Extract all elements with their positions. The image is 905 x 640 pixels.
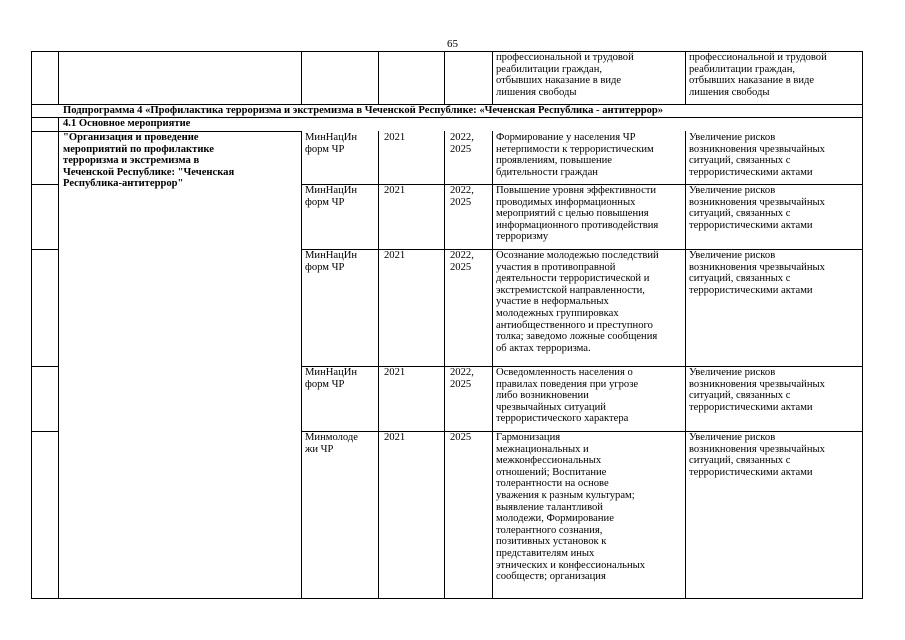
row-border-1 xyxy=(31,184,58,185)
col-border-executor xyxy=(378,51,379,104)
row-4-result: Осведомленность населения о правилах поведения при угрозе либо возникновении чрезвычайных ситуаций террористического характера xyxy=(496,367,639,425)
row-4-start: 2021 xyxy=(384,367,406,378)
measure-heading: 4.1 Основное мероприятие xyxy=(63,118,191,129)
row-3-result: Осознание молодежью последствий участия в противоправной деятельности террористической и экстремистской направленности, участие в неформальных молодежных группировках антиобщественного и преступного толка; заведомо ложные сообщения об актах терроризма. xyxy=(496,250,659,354)
col-border-name xyxy=(301,51,302,104)
row-5-start: 2021 xyxy=(384,432,406,443)
col-border-start xyxy=(444,51,445,104)
row-3-start: 2021 xyxy=(384,250,406,261)
row-3-end: 2022, 2025 xyxy=(450,250,474,273)
page-number: 65 xyxy=(447,38,458,50)
row-border-2 xyxy=(31,249,58,250)
subprogram-title: Подпрограмма 4 «Профилактика терроризма и экстремизма в Чеченской Республике: «Чеченская Республика - антитеррор» xyxy=(63,105,664,116)
col-border-executor-lower xyxy=(378,131,379,599)
row-4-risk: Увеличение рисков возникновения чрезвычайных ситуаций, связанных с террористическими актами xyxy=(689,367,825,413)
row-5-risk: Увеличение рисков возникновения чрезвычайных ситуаций, связанных с террористическими актами xyxy=(689,432,825,478)
row-2-executor: МинНацИн форм ЧР xyxy=(305,185,358,208)
row-3-executor: МинНацИн форм ЧР xyxy=(305,250,358,273)
row-border-4 xyxy=(31,431,58,432)
row-2-result: Повышение уровня эффективности проводимых информационных мероприятий с целью повышения информационного противодействия терроризму xyxy=(496,185,659,243)
top-row-indicator: профессиональной и трудовой реабилитации граждан, отбывших наказание в виде лишения свободы xyxy=(496,52,634,98)
row-border-bottom xyxy=(31,598,863,599)
row-border-3 xyxy=(31,366,58,367)
row-3-risk: Увеличение рисков возникновения чрезвычайных ситуаций, связанных с террористическими актами xyxy=(689,250,825,296)
col-border-right xyxy=(862,51,863,599)
row-4-executor: МинНацИн форм ЧР xyxy=(305,367,358,390)
row-4-end: 2022, 2025 xyxy=(450,367,474,390)
program-table xyxy=(31,51,863,599)
row-5-result: Гармонизация межнациональных и межконфессиональных отношений; Воспитание толерантности на основе уважения к разным культурам; выявление талантливой молодежи, Формирование толерантного сознания, позитивных установок к представителям иных этнических и конфессиональных сообществ; организация xyxy=(496,432,646,583)
col-border-result xyxy=(685,51,686,104)
col-border-end-lower xyxy=(492,131,493,599)
col-border-num xyxy=(58,51,59,104)
col-border-result-lower xyxy=(685,131,686,599)
row-1-result: Формирование у населения ЧР нетерпимости к террористическим проявлениям, повышение бдительности граждан xyxy=(496,132,654,178)
col-border-end xyxy=(492,51,493,104)
col-border-left xyxy=(31,51,32,599)
row-5-end: 2025 xyxy=(450,432,472,443)
row-5-executor: Минмолоде жи ЧР xyxy=(305,432,358,455)
col-border-name-lower xyxy=(301,131,302,599)
row-1-risk: Увеличение рисков возникновения чрезвычайных ситуаций, связанных с террористическими актами xyxy=(689,132,825,178)
row-1-end: 2022, 2025 xyxy=(450,132,474,155)
top-row-risk: профессиональной и трудовой реабилитации граждан, отбывших наказание в виде лишения свободы xyxy=(689,52,827,98)
row-1-start: 2021 xyxy=(384,132,406,143)
row-2-start: 2021 xyxy=(384,185,406,196)
row-2-end: 2022, 2025 xyxy=(450,185,474,208)
col-border-start-lower xyxy=(444,131,445,599)
col-border-num-lower xyxy=(58,117,59,599)
row-1-executor: МинНацИн форм ЧР xyxy=(305,132,358,155)
row-2-risk: Увеличение рисков возникновения чрезвычайных ситуаций, связанных с террористическими актами xyxy=(689,185,825,231)
measure-name: "Организация и проведение мероприятий по профилактике терроризма и экстремизма в Чеченской Республике: "Чеченская Республика-антитеррор" xyxy=(63,132,235,190)
